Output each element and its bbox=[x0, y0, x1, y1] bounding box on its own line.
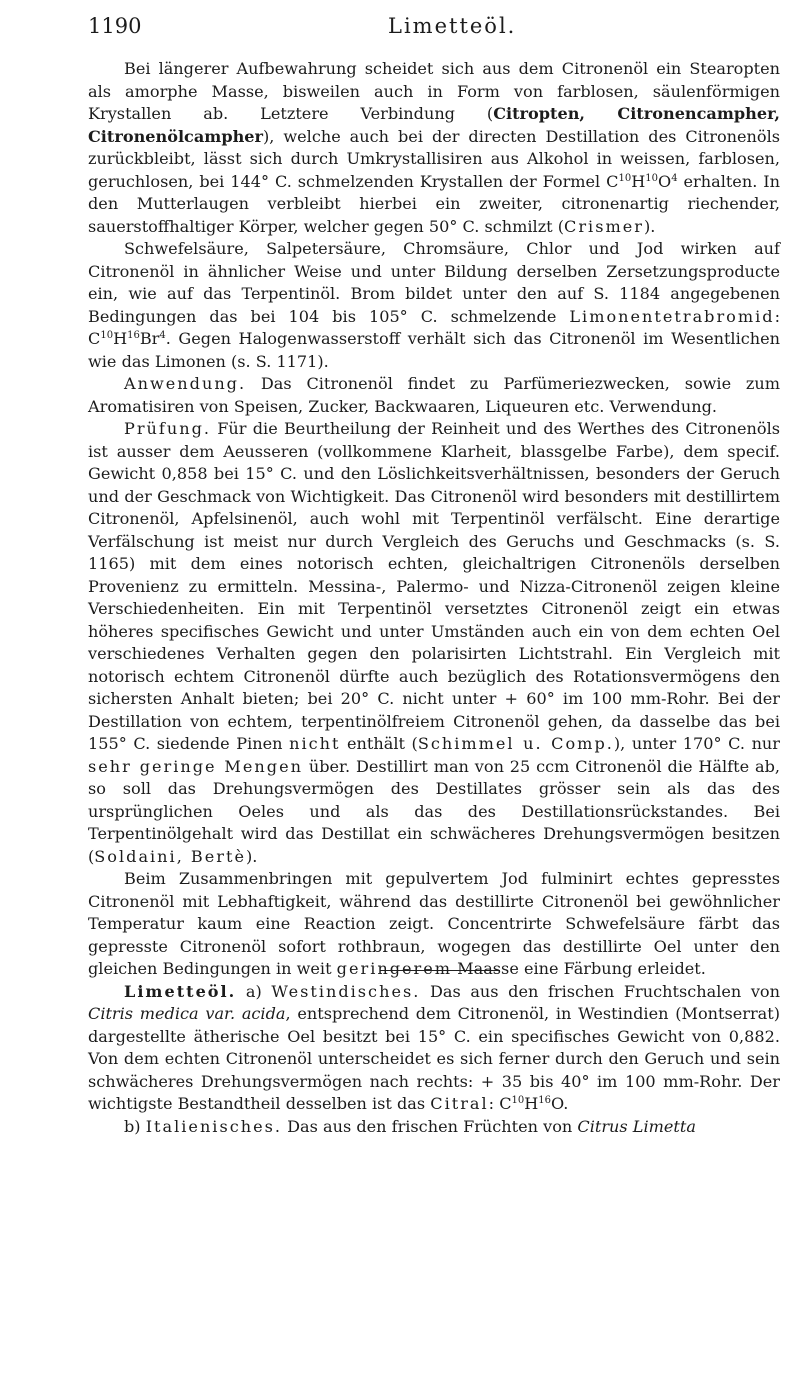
species-name: Citrus Limetta bbox=[577, 1116, 696, 1136]
paragraph-pruefung: Prüfung. Für die Beurtheilung der Reinheit und des Werthes des Citronenöls ist ausser dem Aeusseren (vollkommene Klarheit, blassgelbe Farbe), dem specif. Gewicht 0,858 bei 15° C. und den Löslichkeitsverhältnissen, besonders der Geruch und der Geschmack von Wichtigkeit. Das Citronenöl wird besonders mit destillirtem Citronenöl, Apfelsinenöl, auch wohl mit Terpentinöl verfälscht. Eine derartige Verfälschung ist meist nur durch Vergleich des Geruchs und Geschmacks (s. S. 1165) mit dem eines notorisch echten, gleichaltrigen Citronenöls derselben Provenienz zu ermitteln. Messina-, Palermo- und Nizza-Citronenöl zeigen kleine Verschiedenheiten. Ein mit Terpentinöl versetztes Citronenöl zeigt ein etwas höheres specifisches Gewicht und unter Umständen auch ein von dem echten Oel verschiedenes Verhalten gegen den polarisirten Lichtstrahl. Ein Vergleich mit notorisch echtem Citronenöl dürfte auch bezüglich des Rotationsvermögens den sichersten Anhalt bieten; bei 20° C. nicht unter + 60° im 100 mm-Rohr. Bei der Destillation von echtem, terpentinölfreiem Citronenöl gehen, da dasselbe das bei 155° C. siedende Pinen nicht enthält (Schimmel u. Comp.), unter 170° C. nur sehr geringe Mengen über. Destillirt man von 25 ccm Citronenöl die Hälfte ab, so soll das Drehungsvermögen des Destillates grösser sein als das des ursprünglichen Oeles und als das des Destillationsrückstandes. Bei Terpentinölgehalt wird das Destillat ein schwächeres Drehungsvermögen besitzen (Soldaini, Bertè). bbox=[88, 419, 780, 866]
subheading-westindisches: Westindisches. bbox=[271, 981, 421, 1001]
term-limonentetrabromid: Limonentetrabromid bbox=[569, 306, 775, 326]
section-heading-anwendung: Anwendung. bbox=[124, 374, 247, 393]
author-citation: Crismer bbox=[564, 216, 644, 236]
section-heading-pruefung: Prüfung. bbox=[124, 419, 211, 438]
compound-names: Citropten, Citronencampher, Citronenölcampher bbox=[88, 104, 780, 146]
page-body bbox=[88, 58, 780, 1138]
running-title: Limetteöl. bbox=[388, 14, 517, 38]
subheading-italienisches: Italienisches. bbox=[145, 1116, 282, 1136]
term-citral: Citral bbox=[430, 1094, 489, 1113]
paragraph-italienisches: b) Italienisches. Das aus den frischen Früchten von Citrus Limetta bbox=[124, 1116, 696, 1136]
author-citation: Soldaini, Bertè bbox=[94, 846, 246, 866]
paragraph-limetteoel: Limetteöl. a) Westindisches. Das aus den frischen Fruchtschalen von Citris medica var. acida, entsprechend dem Citronenöl, in Westindien (Montserrat) dargestellte ätherische Oel besitzt bei 15° C. ein specifisches Gewicht von 0,882. Von dem echten Citronenöl unterscheidet es sich ferner durch den Geruch und sein schwächeres Drehungsvermögen nach rechts: + 35 bis 40° im 100 mm-Rohr. Der wichtigste Bestandtheil desselben ist das Citral: $C^{10}H^{16}O$. bbox=[88, 981, 780, 1113]
section-heading-limetteoel: Limetteöl. bbox=[124, 981, 237, 1001]
species-name: Citris medica var. acida bbox=[88, 1004, 286, 1023]
paragraph-stearopten: Bei längerer Aufbewahrung scheidet sich aus dem Citronenöl ein Stearopten als amorphe Masse, bisweilen auch in Form von farblosen, säulenförmigen Krystallen ab. Letztere Verbindung (Citropten, Citronencampher, Citronenölcampher), welche auch bei der directen Destillation des Citronenöls zurückbleibt, lässt sich durch Umkrystallisiren aus Alkohol in weissen, farblosen, geruchlosen, bei 144° C. schmelzenden Krystallen der Formel $C^{10}H^{10}O^4$ erhalten. In den Mutterlaugen verbleibt hierbei ein zweiter, citronenartig riechender, sauerstoffhaltiger Körper, welcher gegen 50° C. schmilzt (Crismer). bbox=[88, 59, 780, 236]
author-citation: Schimmel u. Comp. bbox=[417, 734, 614, 753]
paragraph-reactions: Schwefelsäure, Salpetersäure, Chromsäure, Chlor und Jod wirken auf Citronenöl in ähnlicher Weise und unter Bildung derselben Zersetzungsproducte ein, wie auf das Terpentinöl. Brom bildet unter den auf S. 1184 angegebenen Bedingungen das bei 104 bis 105° C. schmelzende Limonentetrabromid: $C^{10}H^{16}Br^4$. Gegen Halogenwasserstoff verhält sich das Citronenöl im Wesentlichen wie das Limonen (s. S. 1171). bbox=[88, 239, 780, 371]
page-header bbox=[88, 14, 788, 44]
page-number: 1190 bbox=[88, 14, 142, 38]
paragraph-anwendung: Anwendung. Das Citronenöl findet zu Parfümeriezwecken, sowie zum Aromatisiren von Speisen, Zucker, Backwaaren, Liqueuren etc. Verwendung. bbox=[88, 374, 780, 416]
paragraph-jod: Beim Zusammenbringen mit gepulvertem Jod fulminirt echtes gepresstes Citronenöl mit Lebhaftigkeit, während das destillirte Citronenöl bei gewöhnlicher Temperatur kaum eine Reaction zeigt. Concentrirte Schwefelsäure färbt das gepresste Citronenöl sofort rothbraun, wogegen das destillirte Oel unter den gleichen Bedingungen in weit geringerem Maasse eine Färbung erleidet. bbox=[88, 869, 780, 978]
